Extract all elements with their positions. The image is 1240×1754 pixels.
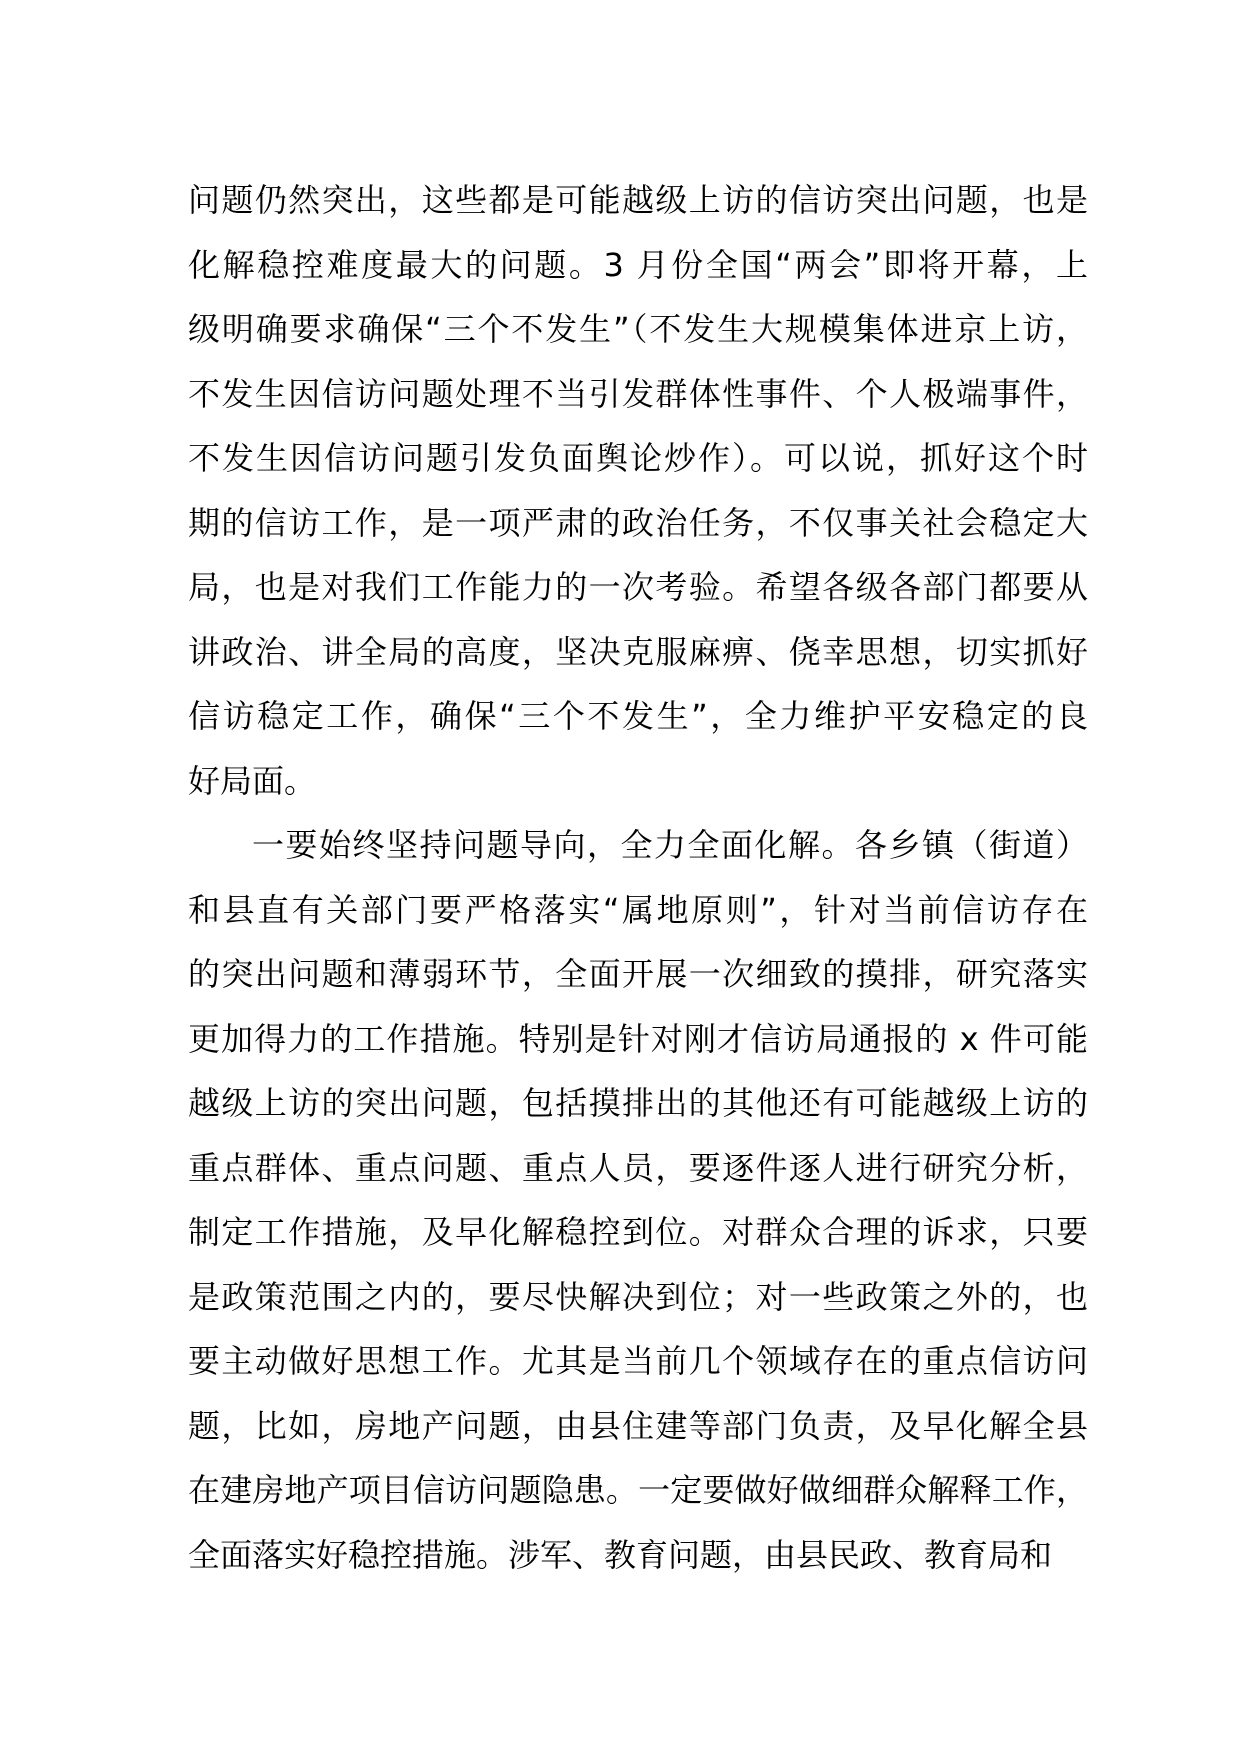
text-line: 在建房地产项目信访问题隐患。一定要做好做细群众解释工作， bbox=[188, 1471, 1088, 1509]
text-line: 不发生因信访问题处理不当引发群体性事件、个人极端事件， bbox=[188, 374, 1088, 413]
text-line: 信访稳定工作，确保“三个不发生”，全力维护平安稳定的良 bbox=[188, 697, 1088, 735]
text-line: 要主动做好思想工作。尤其是当前几个领域存在的重点信访问 bbox=[188, 1342, 1088, 1380]
text-line: 讲政治、讲全局的高度，坚决克服麻痹、侥幸思想，切实抓好 bbox=[188, 632, 1088, 671]
text-line: 和县直有关部门要严格落实“属地原则”，针对当前信访存在 bbox=[188, 890, 1088, 929]
text-line: 全面落实好稳控措施。涉军、教育问题，由县民政、教育局和 bbox=[188, 1535, 1053, 1574]
text-line: 更加得力的工作措施。特别是针对刚才信访局通报的 x 件可能 bbox=[188, 1019, 1088, 1058]
text-line: 好局面。 bbox=[188, 761, 317, 800]
text-line: 局，也是对我们工作能力的一次考验。希望各级各部门都要从 bbox=[188, 568, 1088, 606]
text-line: 化解稳控难度最大的问题。3 月份全国“两会”即将开幕，上 bbox=[188, 245, 1088, 284]
text-line: 是政策范围之内的，要尽快解决到位；对一些政策之外的，也 bbox=[188, 1277, 1088, 1316]
text-line: 题，比如，房地产问题，由县住建等部门负责，及早化解全县 bbox=[188, 1406, 1088, 1445]
text-line: 期的信访工作，是一项严肃的政治任务，不仅事关社会稳定大 bbox=[188, 503, 1088, 542]
text-line: 问题仍然突出，这些都是可能越级上访的信访突出问题，也是 bbox=[188, 181, 1088, 219]
paragraph-start-line: 一要始终坚持问题导向，全力全面化解。各乡镇（街道） bbox=[252, 826, 1088, 864]
text-line: 的突出问题和薄弱环节，全面开展一次细致的摸排，研究落实 bbox=[188, 955, 1088, 993]
body-text bbox=[188, 168, 1088, 1587]
text-line: 级明确要求确保“三个不发生”（不发生大规模集体进京上访， bbox=[188, 310, 1088, 348]
text-line: 不发生因信访问题引发负面舆论炒作）。可以说，抓好这个时 bbox=[188, 439, 1088, 477]
text-line: 制定工作措施，及早化解稳控到位。对群众合理的诉求，只要 bbox=[188, 1213, 1088, 1251]
text-line: 重点群体、重点问题、重点人员，要逐件逐人进行研究分析， bbox=[188, 1148, 1088, 1187]
text-line: 越级上访的突出问题，包括摸排出的其他还有可能越级上访的 bbox=[188, 1084, 1088, 1122]
